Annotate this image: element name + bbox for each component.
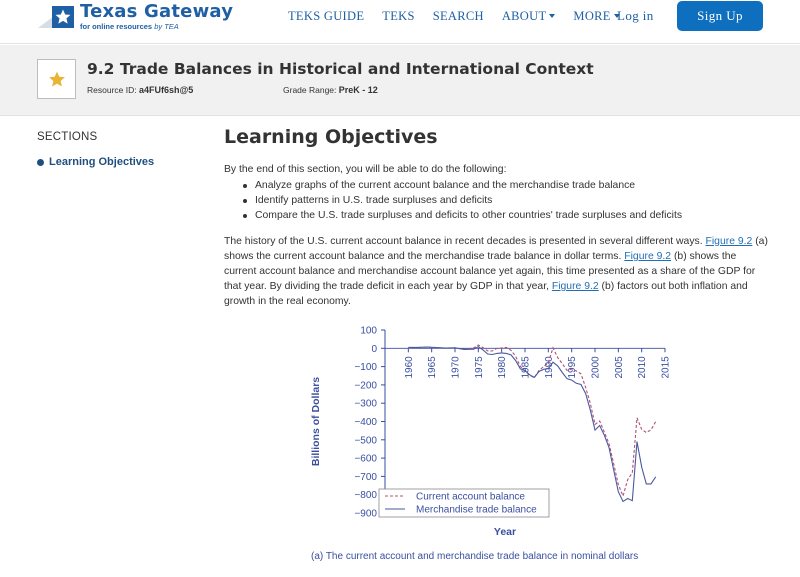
x-tick-label: 1985 — [520, 356, 532, 379]
bullet-icon — [37, 159, 44, 166]
figure-link[interactable]: Figure 9.2 — [551, 281, 599, 292]
x-tick-label: 1975 — [473, 356, 485, 379]
main-content — [224, 126, 769, 309]
y-tick-label: −600 — [354, 453, 377, 465]
section-heading: Learning Objectives — [224, 126, 438, 148]
list-item: Identify patterns in U.S. trade surpluses and deficits — [243, 193, 769, 208]
nav-about-label: ABOUT — [501, 9, 547, 23]
x-tick-label: 2010 — [637, 356, 649, 379]
favorite-button[interactable] — [37, 59, 76, 99]
x-tick-label: 2005 — [613, 356, 625, 379]
x-tick-label: 1965 — [427, 356, 439, 379]
resource-header — [0, 45, 800, 116]
nav-teks-guide[interactable]: TEKS GUIDE — [288, 9, 365, 23]
nav-more[interactable] — [573, 9, 619, 23]
x-tick-label: 1980 — [497, 356, 509, 379]
y-tick-label: −200 — [354, 380, 377, 392]
logo-star-icon — [38, 2, 76, 36]
logo-title: Texas Gateway — [80, 1, 234, 22]
intro-text: By the end of this section, you will be able to do the following: — [224, 164, 507, 175]
login-link[interactable]: Log in — [617, 8, 654, 23]
figure-link[interactable]: Figure 9.2 — [705, 236, 753, 247]
trade-balance-chart — [300, 320, 670, 545]
resource-id: Resource ID: a4FUf6sh@5 — [87, 85, 194, 95]
y-tick-label: 100 — [360, 325, 377, 337]
x-axis-label: Year — [493, 526, 517, 538]
page-title: 9.2 Trade Balances in Historical and International Context — [87, 60, 594, 78]
legend-label: Current account balance — [416, 491, 525, 503]
figure-link[interactable]: Figure 9.2 — [624, 251, 672, 262]
chevron-down-icon — [549, 14, 555, 18]
x-tick-label: 2000 — [590, 356, 602, 379]
x-tick-label: 2015 — [660, 356, 672, 379]
list-item: Analyze graphs of the current account balance and the merchandise trade balance — [243, 178, 769, 193]
list-item: Compare the U.S. trade surpluses and deficits to other countries' trade surpluses and deficits — [243, 208, 769, 223]
y-tick-label: −800 — [354, 490, 377, 502]
x-tick-label: 1970 — [450, 356, 462, 379]
y-tick-label: −400 — [354, 417, 377, 428]
grade-range: Grade Range: PreK - 12 — [283, 85, 378, 95]
nav-more-label: MORE — [573, 9, 611, 23]
signup-button[interactable]: Sign Up — [677, 1, 763, 31]
nav-about[interactable] — [502, 9, 556, 23]
sidebar-item-learning-objectives[interactable] — [37, 156, 154, 168]
figure-caption: (a) The current account and merchandise trade balance in nominal dollars — [311, 551, 639, 562]
main-nav — [288, 9, 638, 23]
y-tick-label: −900 — [354, 508, 377, 520]
logo-subtitle: for online resources by TEA — [80, 22, 179, 31]
y-tick-label: −500 — [354, 435, 377, 447]
y-axis-label: Billions of Dollars — [310, 376, 322, 467]
objectives-list — [243, 178, 769, 223]
texas-gateway-logo[interactable] — [38, 2, 233, 38]
y-tick-label: 0 — [371, 343, 377, 355]
body-paragraph: The history of the U.S. current account balance in recent decades is presented in several different ways. Figure 9.2 (a) shows the current account balance and the merchandise trade balance in dollar terms. Figure 9.2 (b) shows the current account balance and merchandise account balance yet again, this time presented as a share of the GDP for that year. By dividing the trade deficit in each year by GDP in that year, Figure 9.2 (b) factors out both inflation and growth in the real economy. — [224, 236, 768, 307]
y-tick-label: −100 — [354, 362, 377, 374]
nav-search[interactable]: SEARCH — [432, 9, 484, 23]
x-tick-label: 1990 — [543, 356, 555, 379]
nav-teks[interactable]: TEKS — [382, 9, 415, 23]
y-tick-label: −300 — [354, 398, 377, 410]
x-tick-label: 1995 — [567, 356, 579, 379]
sidebar-item-label: Learning Objectives — [49, 156, 155, 168]
top-navbar — [0, 0, 800, 44]
y-tick-label: −700 — [354, 471, 377, 483]
x-tick-label: 1960 — [403, 356, 415, 379]
sections-heading: SECTIONS — [37, 131, 98, 143]
legend-label: Merchandise trade balance — [416, 504, 537, 516]
star-icon — [47, 70, 67, 89]
